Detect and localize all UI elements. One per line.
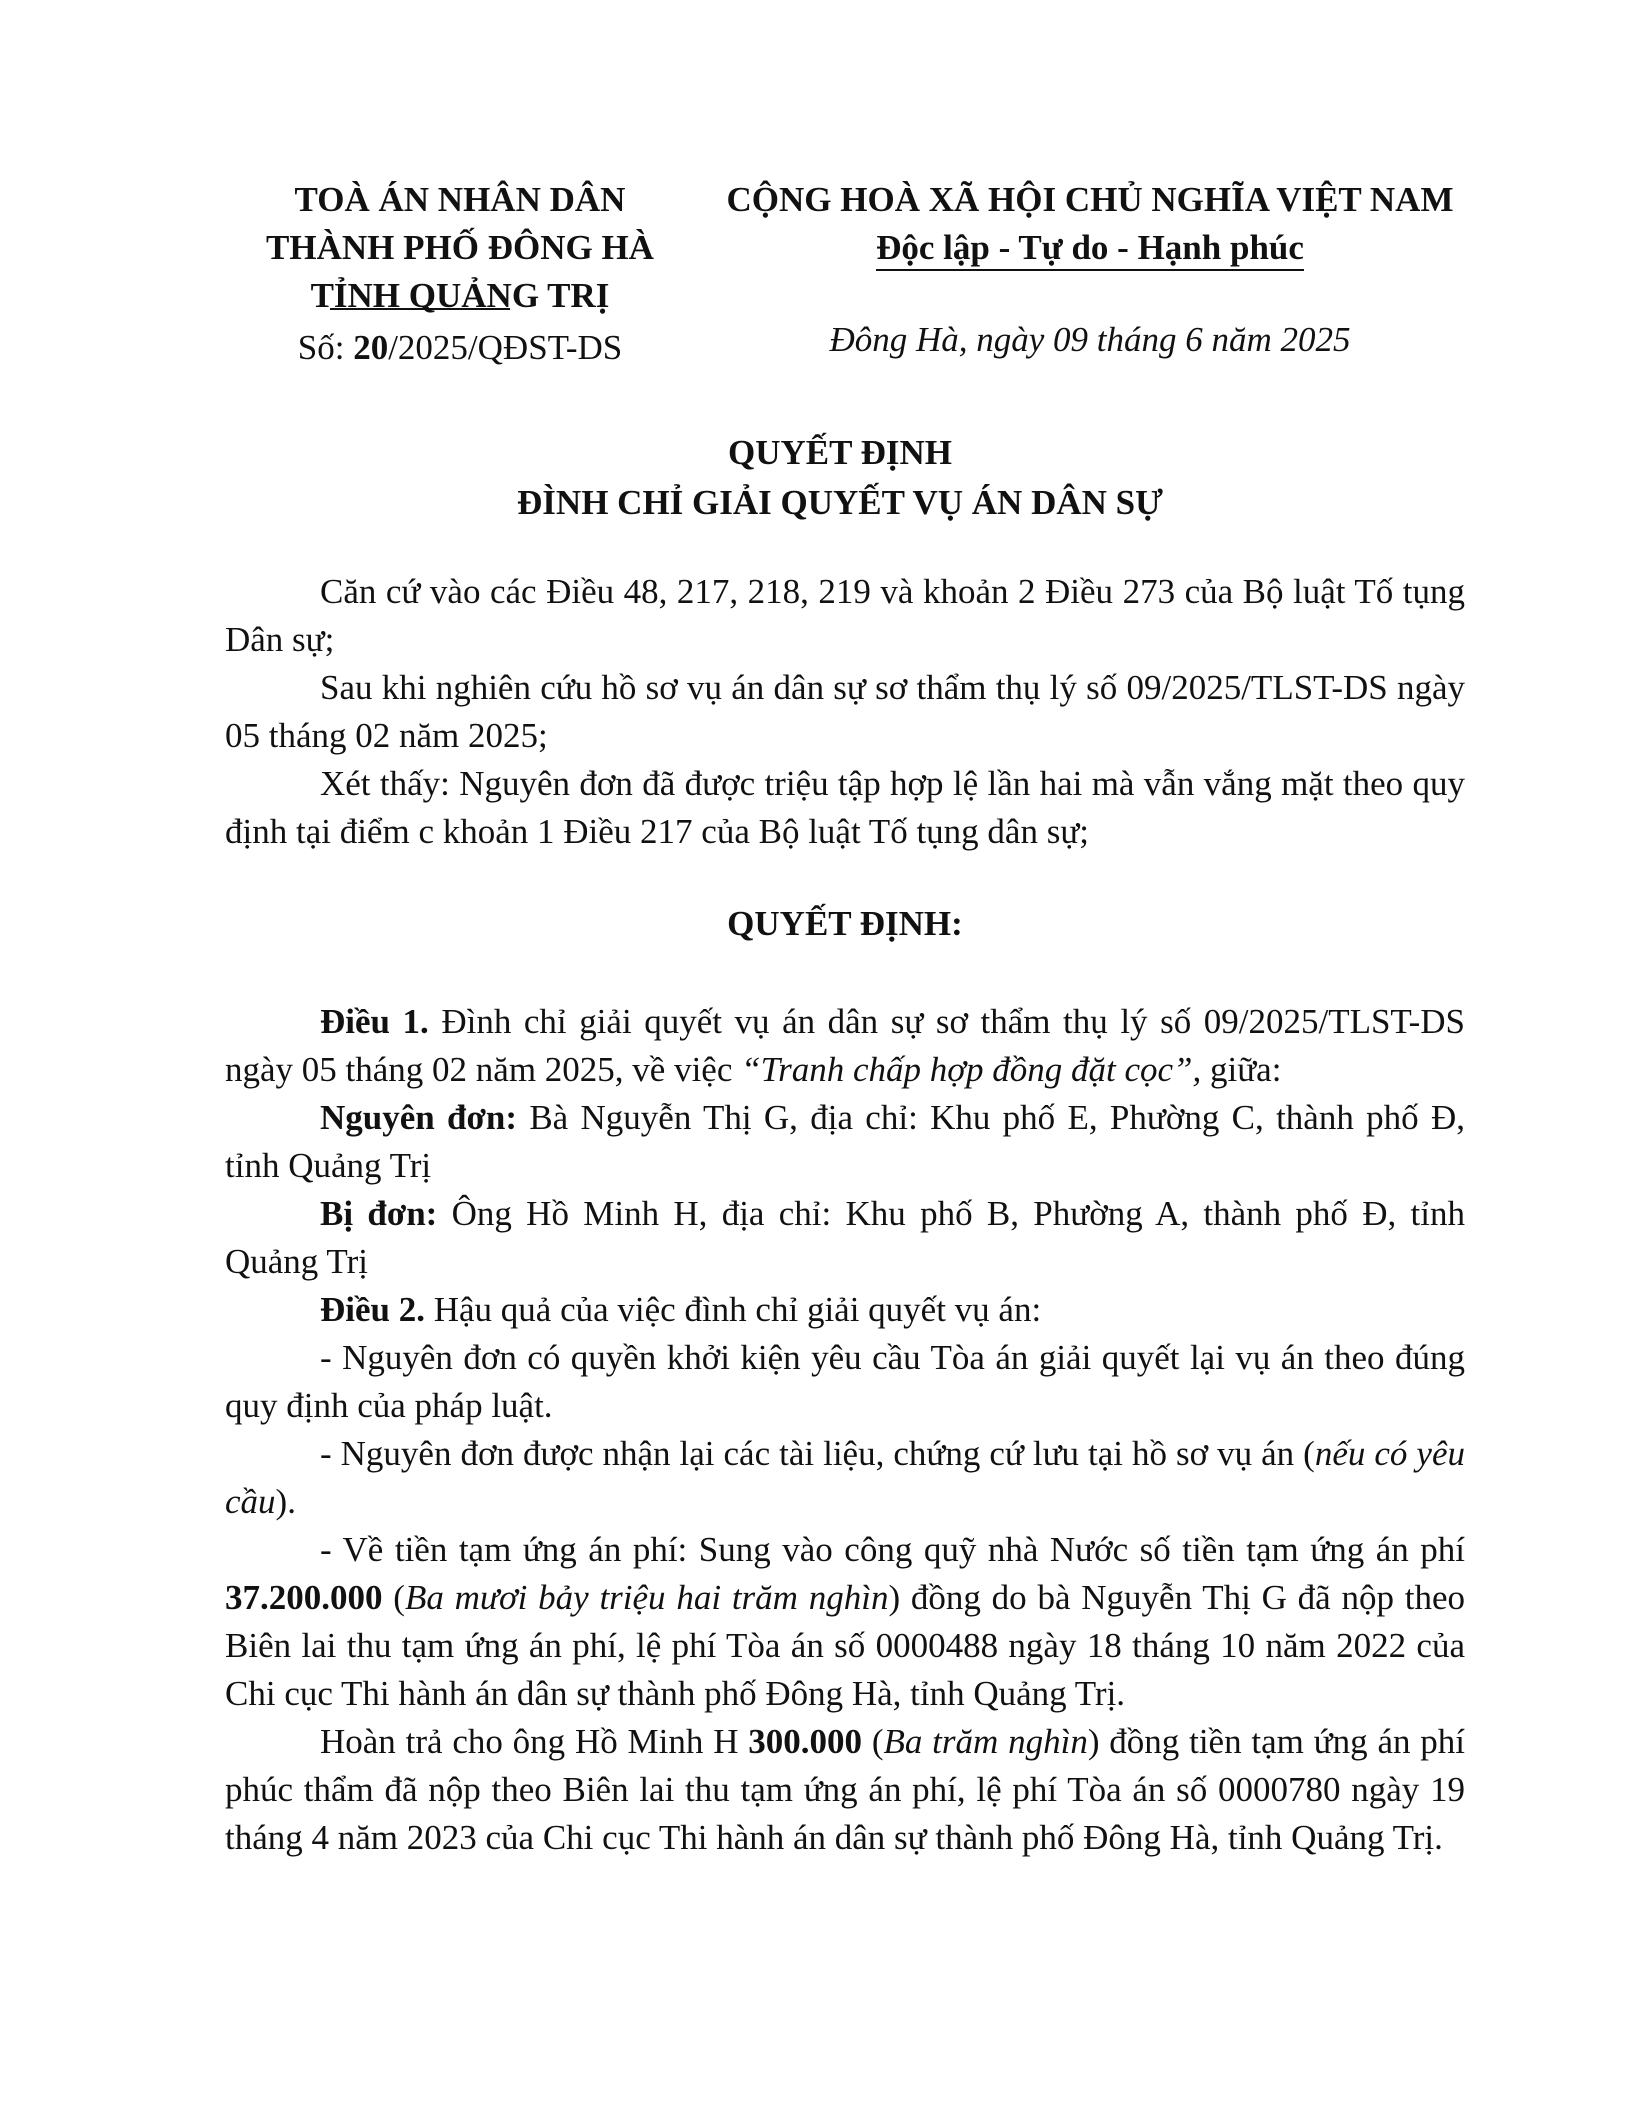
document-number	[250, 324, 670, 372]
plaintiff-text: Bà Nguyễn Thị G, địa chỉ: Khu phố E, Phường C, thành phố Đ, tỉnh Quảng Trị	[225, 1098, 1465, 1185]
national-motto: Độc lập - Tự do - Hạnh phúc	[876, 227, 1304, 271]
court-name-block	[250, 176, 670, 320]
court-name-line3: TỈNH QUẢNG TRỊ	[310, 276, 610, 315]
consequence-1-paragraph: - Nguyên đơn có quyền khởi kiện yêu cầu Tòa án giải quyết lại vụ án theo đúng quy định của pháp luật.	[225, 1338, 1465, 1425]
plaintiff-label: Nguyên đơn:	[320, 1098, 518, 1137]
consequence-2-paragraph	[225, 1430, 1465, 1526]
defendant-paragraph	[225, 1190, 1465, 1286]
fee-1-text: - Về tiền tạm ứng án phí: Sung vào công quỹ nhà Nước số tiền tạm ứng án phí	[320, 1530, 1465, 1569]
ground-paragraph-3: Xét thấy: Nguyên đơn đã được triệu tập hợp lệ lần hai mà vẫn vắng mặt theo quy định tại điểm c khoản 1 Điều 217 của Bộ luật Tố tụng dân sự;	[225, 764, 1465, 851]
court-name-line1: TOÀ ÁN NHÂN DÂN	[294, 180, 626, 219]
article-2-paragraph	[225, 1286, 1465, 1334]
defendant-text: Ông Hồ Minh H, địa chỉ: Khu phố B, Phường A, thành phố Đ, tỉnh Quảng Trị	[225, 1194, 1465, 1281]
court-name-line2: THÀNH PHỐ ĐÔNG HÀ	[266, 228, 654, 267]
document-number-value: 20	[353, 328, 389, 367]
document-title-line2: ĐÌNH CHỈ GIẢI QUYẾT VỤ ÁN DÂN SỰ	[517, 483, 1163, 522]
article-1-label: Điều 1.	[320, 1002, 429, 1041]
national-header	[700, 176, 1480, 272]
court-name-underline	[330, 308, 510, 310]
article-1-case-name: “Tranh chấp hợp đồng đặt cọc”,	[741, 1050, 1202, 1089]
plaintiff-paragraph	[225, 1094, 1465, 1190]
article-1-text-end: giữa:	[1201, 1050, 1282, 1089]
fee-1-amount: 37.200.000	[225, 1578, 383, 1617]
document-date: Đông Hà, ngày 09 tháng 6 năm 2025	[829, 320, 1351, 359]
fee-1-text-end: ) đồng do bà Nguyễn Thị G đã nộp theo Biên lai thu tạm ứng án phí, lệ phí Tòa án số 0000488 ngày 18 tháng 10 năm 2022 của Chi cục Thi hành án dân sự thành phố Đông Hà, tỉnh Quảng Trị.	[225, 1578, 1466, 1713]
document-body	[225, 568, 1465, 1862]
document-number-prefix: Số:	[297, 328, 354, 367]
fee-2-paragraph	[225, 1718, 1465, 1862]
fee-2-text: Hoàn trả cho ông Hồ Minh H	[320, 1722, 749, 1761]
article-2-label: Điều 2.	[320, 1290, 425, 1329]
fee-2-paren: (	[862, 1722, 884, 1761]
decision-heading: QUYẾT ĐỊNH:	[727, 904, 963, 943]
document-number-suffix: /2025/QĐST-DS	[388, 328, 623, 367]
fee-2-text-end: ) đồng tiền tạm ứng án phí phúc thẩm đã nộp theo Biên lai thu tạm ứng án phí, lệ phí Tòa án số 0000780 ngày 19 tháng 4 năm 2023 của Chi cục Thi hành án dân sự thành phố Đông Hà, tỉnh Quảng Trị.	[225, 1722, 1466, 1857]
document-title-line1: QUYẾT ĐỊNH	[728, 433, 952, 472]
defendant-label: Bị đơn:	[320, 1194, 438, 1233]
document-title	[220, 428, 1460, 528]
ground-paragraph-1: Căn cứ vào các Điều 48, 217, 218, 219 và khoản 2 Điều 273 của Bộ luật Tố tụng Dân sự;	[225, 572, 1465, 659]
fee-2-amount: 300.000	[748, 1722, 863, 1761]
fee-1-paren: (	[382, 1578, 405, 1617]
fee-1-paragraph	[225, 1526, 1465, 1718]
consequence-2-italic: nếu có yêu cầu	[225, 1434, 1465, 1521]
article-1-paragraph	[225, 998, 1465, 1094]
article-2-text: Hậu quả của việc đình chỉ giải quyết vụ án:	[425, 1290, 1042, 1329]
consequence-2-text: - Nguyên đơn được nhận lại các tài liệu, chứng cứ lưu tại hồ sơ vụ án (	[320, 1434, 1315, 1473]
fee-2-amount-words: Ba trăm nghìn	[883, 1722, 1088, 1761]
fee-1-amount-words: Ba mươi bảy triệu hai trăm nghìn	[404, 1578, 889, 1617]
consequence-2-text-end: ).	[275, 1482, 296, 1521]
ground-paragraph-2: Sau khi nghiên cứu hồ sơ vụ án dân sự sơ thẩm thụ lý số 09/2025/TLST-DS ngày 05 tháng 02 năm 2025;	[225, 668, 1465, 755]
country-name: CỘNG HOÀ XÃ HỘI CHỦ NGHĨA VIỆT NAM	[726, 180, 1454, 219]
article-1-text: Đình chỉ giải quyết vụ án dân sự sơ thẩm thụ lý số 09/2025/TLST-DS ngày 05 tháng 02 năm 2025, về việc	[225, 1002, 1466, 1089]
